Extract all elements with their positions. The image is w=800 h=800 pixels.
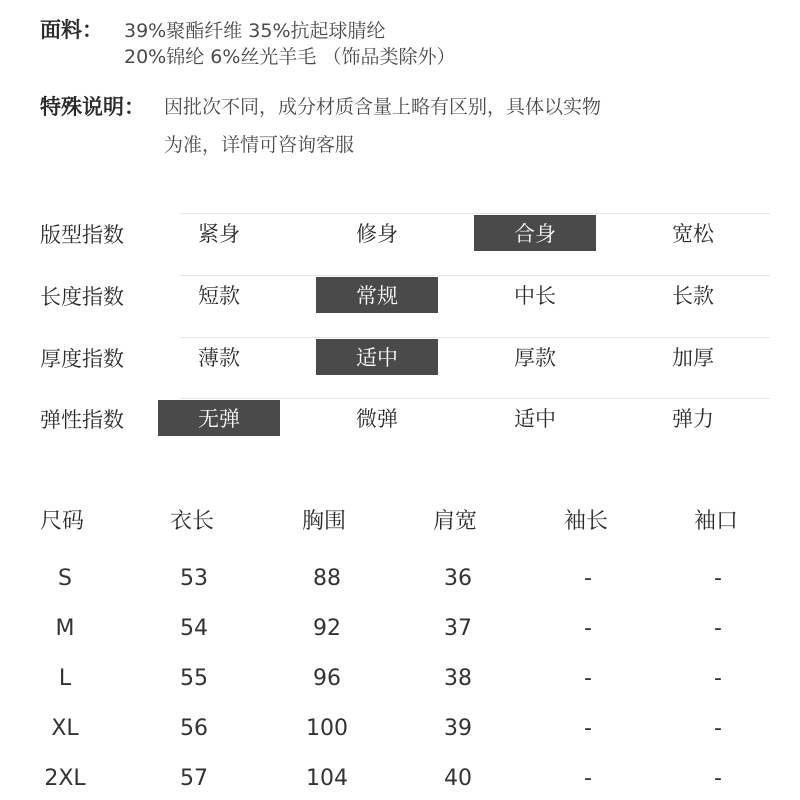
index-option: 薄款 — [198, 346, 240, 370]
row-divider — [180, 213, 770, 214]
shoulder-column-header: 肩宽 — [433, 509, 478, 534]
elasticity-index-label: 弹性指数 — [40, 408, 124, 432]
sleeve-length-cell: - — [584, 666, 592, 691]
index-option: 修身 — [356, 222, 398, 246]
thickness-index-label: 厚度指数 — [40, 347, 124, 371]
size-cell: XL — [51, 716, 79, 741]
index-option-selected: 常规 — [316, 277, 438, 313]
length-index-row — [40, 277, 770, 313]
size-cell: 2XL — [44, 766, 86, 791]
length-cell: 56 — [180, 716, 208, 741]
length-cell: 57 — [180, 766, 208, 791]
index-option-selected: 无弹 — [158, 400, 280, 436]
cuff-cell: - — [714, 566, 722, 591]
cuff-cell: - — [714, 616, 722, 641]
index-option: 长款 — [672, 284, 714, 308]
index-option: 加厚 — [672, 346, 714, 370]
chest-cell: 100 — [306, 716, 348, 741]
chest-cell: 96 — [313, 666, 341, 691]
sleeve-length-cell: - — [584, 616, 592, 641]
index-option: 紧身 — [198, 222, 240, 246]
cuff-cell: - — [714, 666, 722, 691]
sleeve-length-column-header: 袖长 — [564, 509, 609, 534]
index-option: 短款 — [198, 284, 240, 308]
index-option: 适中 — [514, 407, 556, 431]
length-cell: 53 — [180, 566, 208, 591]
size-cell: M — [55, 616, 75, 641]
special-note-label: 特殊说明： — [40, 95, 145, 119]
index-option: 弹力 — [672, 407, 714, 431]
shoulder-cell: 37 — [444, 616, 472, 641]
size-column-header: 尺码 — [40, 509, 85, 534]
index-option: 中长 — [514, 284, 556, 308]
special-note-line-2: 为准，详情可咨询客服 — [164, 134, 355, 156]
index-option: 微弹 — [356, 407, 398, 431]
sleeve-length-cell: - — [584, 566, 592, 591]
elasticity-index-row — [40, 400, 770, 436]
fabric-composition-line-1: 39%聚酯纤维 35%抗起球腈纶 — [124, 20, 386, 42]
row-divider — [180, 398, 770, 399]
fit-index-row — [40, 215, 770, 251]
sleeve-length-cell: - — [584, 766, 592, 791]
chest-cell: 104 — [306, 766, 348, 791]
index-option-selected: 合身 — [474, 215, 596, 251]
row-divider — [180, 337, 770, 338]
cuff-column-header: 袖口 — [694, 509, 739, 534]
chest-column-header: 胸围 — [302, 509, 347, 534]
sleeve-length-cell: - — [584, 716, 592, 741]
fit-index-label: 版型指数 — [40, 223, 124, 247]
size-cell: L — [58, 666, 72, 691]
cuff-cell: - — [714, 766, 722, 791]
cuff-cell: - — [714, 716, 722, 741]
shoulder-cell: 40 — [444, 766, 472, 791]
size-cell: S — [58, 566, 72, 591]
length-cell: 55 — [180, 666, 208, 691]
shoulder-cell: 36 — [444, 566, 472, 591]
chest-cell: 88 — [313, 566, 341, 591]
fabric-composition-line-2: 20%锦纶 6%丝光羊毛 （饰品类除外） — [124, 46, 456, 68]
shoulder-cell: 39 — [444, 716, 472, 741]
length-cell: 54 — [180, 616, 208, 641]
index-option: 宽松 — [672, 222, 714, 246]
length-column-header: 衣长 — [170, 509, 215, 534]
chest-cell: 92 — [313, 616, 341, 641]
thickness-index-row — [40, 339, 770, 375]
row-divider — [180, 275, 770, 276]
shoulder-cell: 38 — [444, 666, 472, 691]
index-option-selected: 适中 — [316, 339, 438, 375]
special-note-line-1: 因批次不同，成分材质含量上略有区别，具体以实物 — [164, 96, 602, 118]
length-index-label: 长度指数 — [40, 285, 124, 309]
index-option: 厚款 — [514, 346, 556, 370]
fabric-label: 面料： — [40, 18, 103, 42]
